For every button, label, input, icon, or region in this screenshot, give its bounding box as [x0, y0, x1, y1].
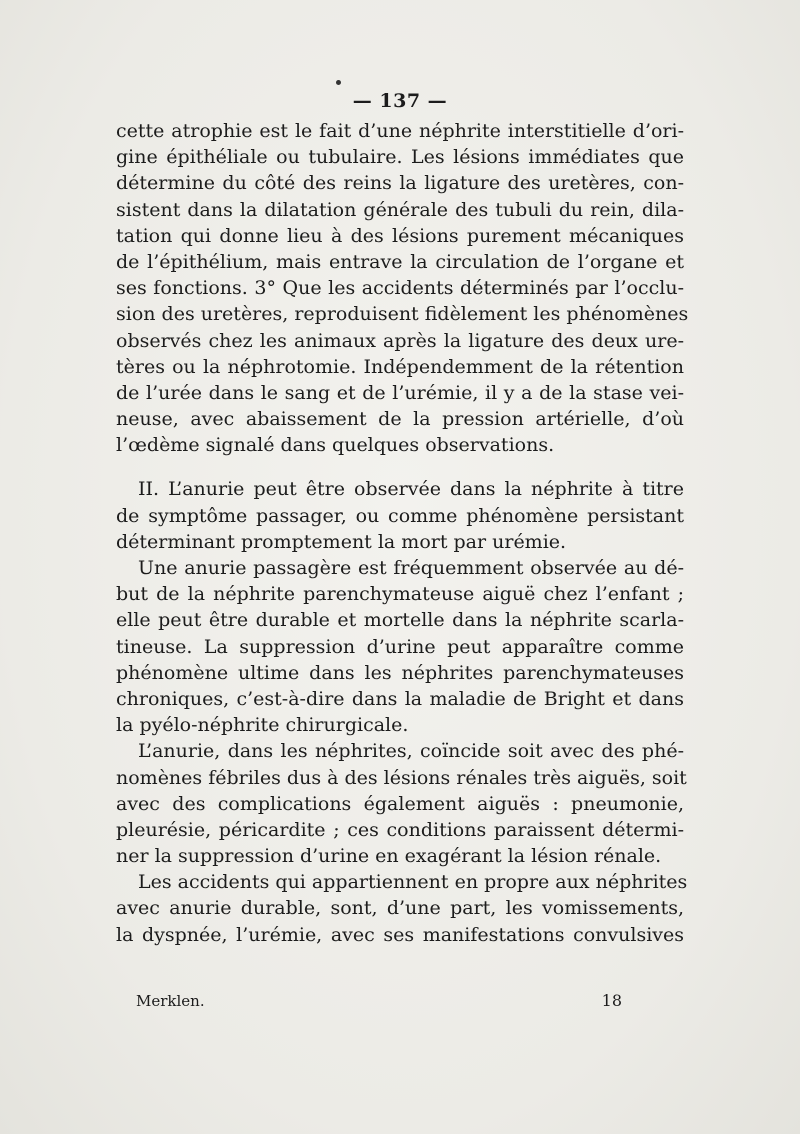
text-line: de l’urée dans le sang et de l’urémie, il y a de la stase vei- — [116, 381, 684, 404]
text-line: de symptôme passager, ou comme phénomène persistant — [116, 504, 684, 527]
text-line: pleurésie, péricardite ; ces conditions paraissent détermi- — [116, 818, 684, 841]
text-line: sistent dans la dilatation générale des tubuli du rein, dila- — [116, 198, 684, 221]
text-line: ner la suppression d’urine en exagérant la lésion rénale. — [116, 845, 662, 868]
page-number: — 137 — — [352, 90, 448, 112]
paragraph-gap — [116, 458, 684, 476]
text-line: neuse, avec abaissement de la pression artérielle, d’où — [116, 408, 684, 431]
ink-dot — [336, 80, 341, 85]
text-line: l’œdème signalé dans quelques observations. — [116, 434, 555, 457]
text-line: tineuse. La suppression d’urine peut apparaître comme — [116, 635, 684, 658]
page-footer — [116, 988, 684, 1014]
text-line: détermine du côté des reins la ligature des uretères, con- — [116, 172, 684, 195]
text-line: gine épithéliale ou tubulaire. Les lésions immédiates que — [116, 146, 684, 169]
text-line: but de la néphrite parenchymateuse aiguë chez l’enfant ; — [116, 583, 684, 606]
text-line: II. L’anurie peut être observée dans la néphrite à titre — [138, 478, 684, 501]
text-line: ses fonctions. 3° Que les accidents déterminés par l’occlu- — [116, 277, 684, 300]
text-line: de l’épithélium, mais entrave la circulation de l’organe et — [116, 250, 684, 273]
text-line: Les accidents qui appartiennent en propre aux néphrites — [138, 871, 688, 894]
text-line: sion des uretères, reproduisent fidèlement les phénomènes — [116, 303, 689, 326]
text-line: L’anurie, dans les néphrites, coïncide soit avec des phé- — [138, 740, 684, 763]
text-line: chroniques, c’est-à-dire dans la maladie de Bright et dans — [116, 687, 684, 710]
text-line: tères ou la néphrotomie. Indépendemment de la rétention — [116, 355, 684, 378]
text-line: observés chez les animaux après la ligature des deux ure- — [116, 329, 684, 352]
text-line: déterminant promptement la mort par urémie. — [116, 530, 567, 553]
text-line: tation qui donne lieu à des lésions purement mécaniques — [116, 224, 684, 247]
text-line: nomènes fébriles dus à des lésions rénales très aiguës, soit — [116, 766, 687, 789]
text-line: la pyélo-néphrite chirurgicale. — [116, 714, 409, 737]
body-text — [116, 118, 689, 948]
text-line: cette atrophie est le fait d’une néphrite interstitielle d’ori- — [116, 120, 684, 142]
text-line: avec des complications également aiguës : pneumonie, — [116, 792, 684, 815]
text-line: phénomène ultime dans les néphrites parenchymateuses — [116, 661, 684, 684]
text-line: avec anurie durable, sont, d’une part, les vomissements, — [116, 897, 684, 920]
text-line: elle peut être durable et mortelle dans la néphrite scarla- — [116, 609, 684, 632]
author-signature-mark: Merklen. — [136, 992, 205, 1010]
text-line: la dyspnée, l’urémie, avec ses manifestations convulsives — [116, 923, 684, 946]
gathering-signature-number: 18 — [601, 991, 622, 1010]
text-line: Une anurie passagère est fréquemment observée au dé- — [138, 557, 684, 579]
